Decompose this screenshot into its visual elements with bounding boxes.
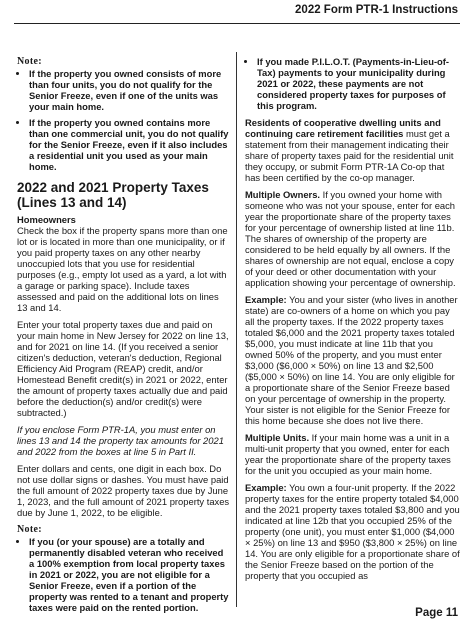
section-heading: 2022 and 2021 Property Taxes (Lines 13 and 14): [17, 180, 209, 210]
bullet-item: • If you made P.I.L.O.T. (Payments-in-Lieu-of-Tax) payments to your municipality during 2021 or 2022, these payments are not considered property taxes for purposes of this program.: [257, 56, 461, 111]
note-label: Note:: [17, 56, 42, 67]
multiple-units-text: If your main home was a unit in a multi-unit property that you owned, enter for each year the proportionate share of the property taxes for the unit you occupied as your main home.: [245, 432, 451, 476]
note-list: [17, 68, 231, 172]
example-label: Example:: [245, 482, 287, 493]
page-number: Page 11: [415, 607, 458, 619]
coop-bold-lead: Residents of cooperative dwelling units and continuing care retirement facilities: [245, 117, 441, 139]
multiple-owners-paragraph: [245, 189, 461, 288]
right-column: [245, 56, 461, 587]
subheading-homeowners: Homeowners: [17, 214, 76, 225]
paragraph: Enter your total property taxes due and paid on your main home in New Jersey for 2022 on line 13, and for 2021 on line 14. (If you received a senior citizen's deduction, veteran's deduction, Regional Efficiency Aid Program (REAP) credit, and/or Homestead Benefit credit(s) in 2021 or 2022, enter the amount of property taxes actually due and paid before the deduction(s) and/or credit(s) were subtracted.): [17, 319, 229, 418]
multiple-units-label: Multiple Units.: [245, 432, 310, 443]
example-text: You and your sister (who lives in another state) are co-owners of a home on which you pay all the property taxes. If the 2022 property taxes totaled $6,000 and the 2021 property taxes totaled $5,000, you must indicate at line 11b that you owned 50% of the property, and you must enter $3,000 ($6,000 × 50%) on line 13 and $2,500 ($5,000 × 50%) on line 14. You are only eligible for a proportionate share of the Senior Freeze based on your percentage of ownership in the property. Your sister is not eligible for the Senior Freeze for this home because she does not live there.: [245, 294, 458, 426]
note-label: Note:: [17, 524, 42, 535]
note-item: • If the property you owned consists of more than four units, you do not qualify for the Senior Freeze, even if one of the units was your main home.: [29, 68, 231, 112]
paragraph: Enter dollars and cents, one digit in each box. Do not use dollar signs or dashes. You must have paid the full amount of 2022 property taxes due by June 1, 2023, and the full amount of 2021 property taxes due by June 1, 2022, to be eligible.: [17, 463, 230, 518]
multiple-owners-text: If you owned your home with someone who was not your spouse, enter for each year the proportionate share of the property taxes for your percentage of ownership listed at line 11b. The shares of ownership of the property are considered to be held equally by all owners. If the shares of ownership are not equal, enclose a copy of your deed or other documentation with your application showing your percentage of ownership.: [245, 189, 456, 288]
multiple-owners-label: Multiple Owners.: [245, 189, 321, 200]
header-rule: [14, 23, 460, 24]
coop-text: must get a statement from their management indicating their share of property taxes paid for the residential unit they occupy, or submit Form PTR-1A Co-op that has been certified by the co-op manager.: [245, 128, 454, 183]
bullet-list: [245, 56, 461, 111]
paragraph: Check the box if the property spans more than one lot or is located in more than one municipality, or if you paid property taxes on any other nearby unoccupied lots that you use for residential purposes (e.g., empty lot used as a yard, a lot with a garage or parking space). Include taxes assessed and paid on the additional lots on lines 13 and 14.: [17, 225, 228, 313]
example-text: You own a four-unit property. If the 2022 property taxes for the entire property totaled $4,000 and the 2021 property taxes totaled $3,800 and you indicated at line 12b that you occupied 25% of the property (one unit), you must enter $1,000 ($4,000 × 25%) on line 13 and $950 ($3,800 × 25%) on line 14. You are only eligible for a proportionate share of the Senior Freeze based on the portion of the property that you occupied as: [245, 482, 460, 581]
note-item: • If you (or your spouse) are a totally and permanently disabled veteran who received a 100% exemption from local property taxes in 2021 or 2022, you are not eligible for a Senior Freeze, even if a portion of the property was rented to a tenant and property taxes were paid on the rented portion.: [29, 536, 231, 613]
multiple-units-paragraph: [245, 432, 461, 476]
example-paragraph: [245, 294, 461, 426]
left-column: [17, 56, 231, 619]
note-item: • If the property you owned contains more than one commercial unit, you do not qualify for the Senior Freeze, even if it also includes a residential unit you used as your main home.: [29, 117, 231, 172]
page-header-title: 2022 Form PTR-1 Instructions: [295, 4, 458, 16]
note-list: [17, 536, 231, 613]
example-paragraph: [245, 482, 461, 581]
example-label: Example:: [245, 294, 287, 305]
italic-paragraph: If you enclose Form PTR-1A, you must enter on lines 13 and 14 the property tax amounts for 2021 and 2022 from the boxes at line 5 in Part II.: [17, 424, 224, 457]
coop-paragraph: [245, 117, 461, 183]
column-divider: [236, 52, 237, 607]
